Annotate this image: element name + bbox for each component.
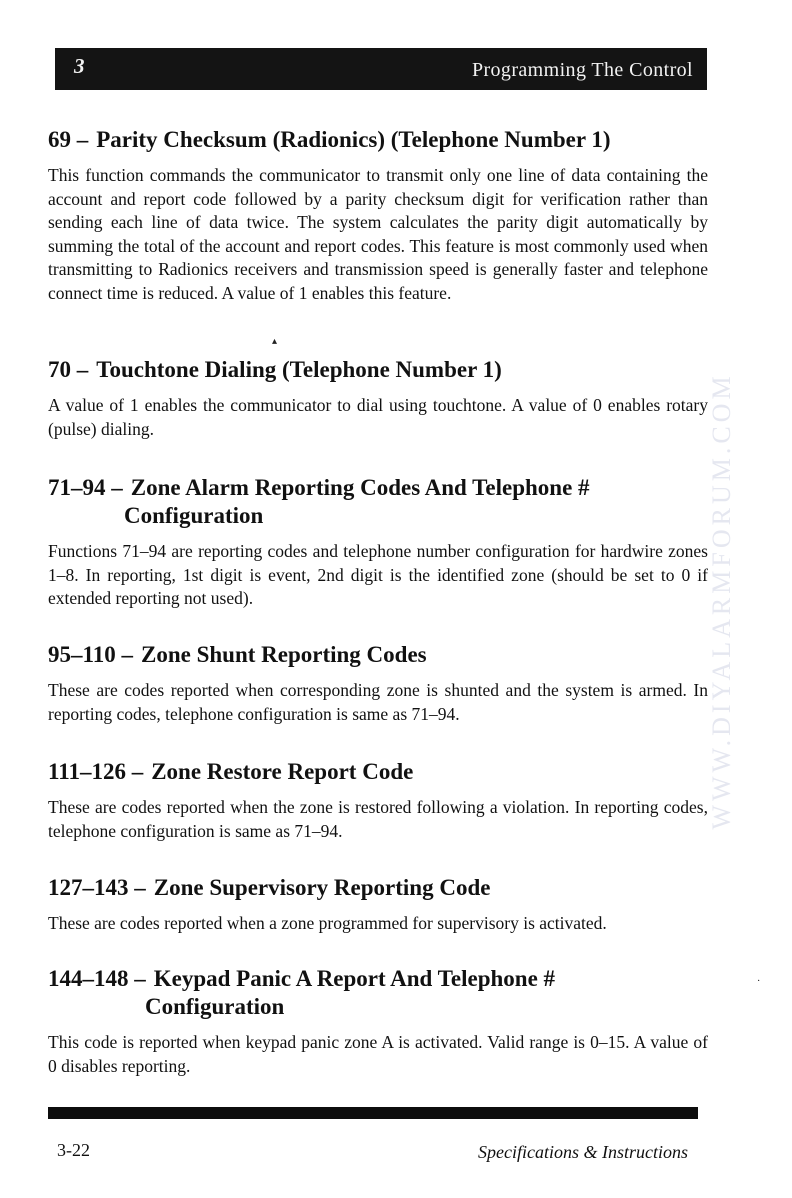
- section-title-continuation: Configuration: [145, 994, 285, 1019]
- section-number: 70 –: [48, 357, 89, 382]
- print-speck-mark: ▴: [272, 336, 278, 347]
- section-69: [48, 126, 708, 305]
- section-heading: [48, 474, 708, 530]
- watermark-text: WWW.DIYALARMFORUM.COM: [707, 372, 736, 830]
- section-heading: [48, 126, 708, 154]
- page-number: 3-22: [57, 1140, 90, 1160]
- print-dot-mark: ·: [757, 976, 761, 987]
- section-title: Touchtone Dialing (Telephone Number 1): [96, 357, 502, 382]
- section-title: Keypad Panic A Report And Telephone #: [153, 966, 556, 991]
- section-111-126: [48, 758, 708, 843]
- section-body: Functions 71–94 are reporting codes and telephone number configuration for hardwire zones 1–8. In reporting, 1st digit is event, 2nd digit is the identified zone (should be set to 0 if extended reporting not used).: [48, 541, 708, 608]
- section-title: Zone Supervisory Reporting Code: [153, 875, 491, 900]
- section-body: These are codes reported when a zone programmed for supervisory is activated.: [48, 913, 607, 933]
- section-heading: [48, 965, 708, 1021]
- section-body: This function commands the communicator to transmit only one line of data containing the account and report code followed by a parity checksum digit for verification rather than sending each line of data twice. The system calculates the parity digit automatically by summing the total of the account and report codes. This feature is most commonly used when transmitting to Radionics receivers and transmission speed is generally faster and telephone connect time is reduced. A value of 1 enables this feature.: [48, 165, 708, 303]
- section-heading: [48, 356, 708, 384]
- section-number: 69 –: [48, 127, 89, 152]
- section-heading: [48, 874, 607, 902]
- chapter-title: Programming The Control: [471, 59, 693, 81]
- chapter-header-bar: [55, 48, 707, 90]
- section-heading: [48, 641, 708, 669]
- section-number: 144–148 –: [48, 966, 146, 991]
- section-body: These are codes reported when the zone is restored following a violation. In reporting codes, telephone configuration is same as 71–94.: [48, 797, 708, 841]
- section-title: Zone Shunt Reporting Codes: [140, 642, 427, 667]
- section-title: Parity Checksum (Radionics) (Telephone Number 1): [96, 127, 611, 152]
- section-71-94: [48, 474, 708, 611]
- document-title: Specifications & Instructions: [478, 1142, 688, 1162]
- section-title-continuation: Configuration: [124, 503, 264, 528]
- section-heading: [48, 758, 708, 786]
- section-70: [48, 356, 708, 441]
- section-number: 95–110 –: [48, 642, 133, 667]
- section-number: 111–126 –: [48, 759, 144, 784]
- section-body: These are codes reported when corresponding zone is shunted and the system is armed. In reporting codes, telephone configuration is same as 71–94.: [48, 680, 708, 724]
- section-body: A value of 1 enables the communicator to dial using touchtone. A value of 0 enables rotary (pulse) dialing.: [48, 395, 708, 439]
- section-127-143: [48, 874, 607, 936]
- section-title: Zone Alarm Reporting Codes And Telephone #: [130, 475, 590, 500]
- section-95-110: [48, 641, 708, 726]
- footer-rule: [48, 1107, 698, 1119]
- section-body: This code is reported when keypad panic zone A is activated. Valid range is 0–15. A value of 0 disables reporting.: [48, 1032, 708, 1076]
- section-number: 71–94 –: [48, 475, 123, 500]
- section-number: 127–143 –: [48, 875, 146, 900]
- section-title: Zone Restore Report Code: [151, 759, 414, 784]
- section-144-148: [48, 965, 708, 1078]
- chapter-number: 3: [74, 54, 85, 78]
